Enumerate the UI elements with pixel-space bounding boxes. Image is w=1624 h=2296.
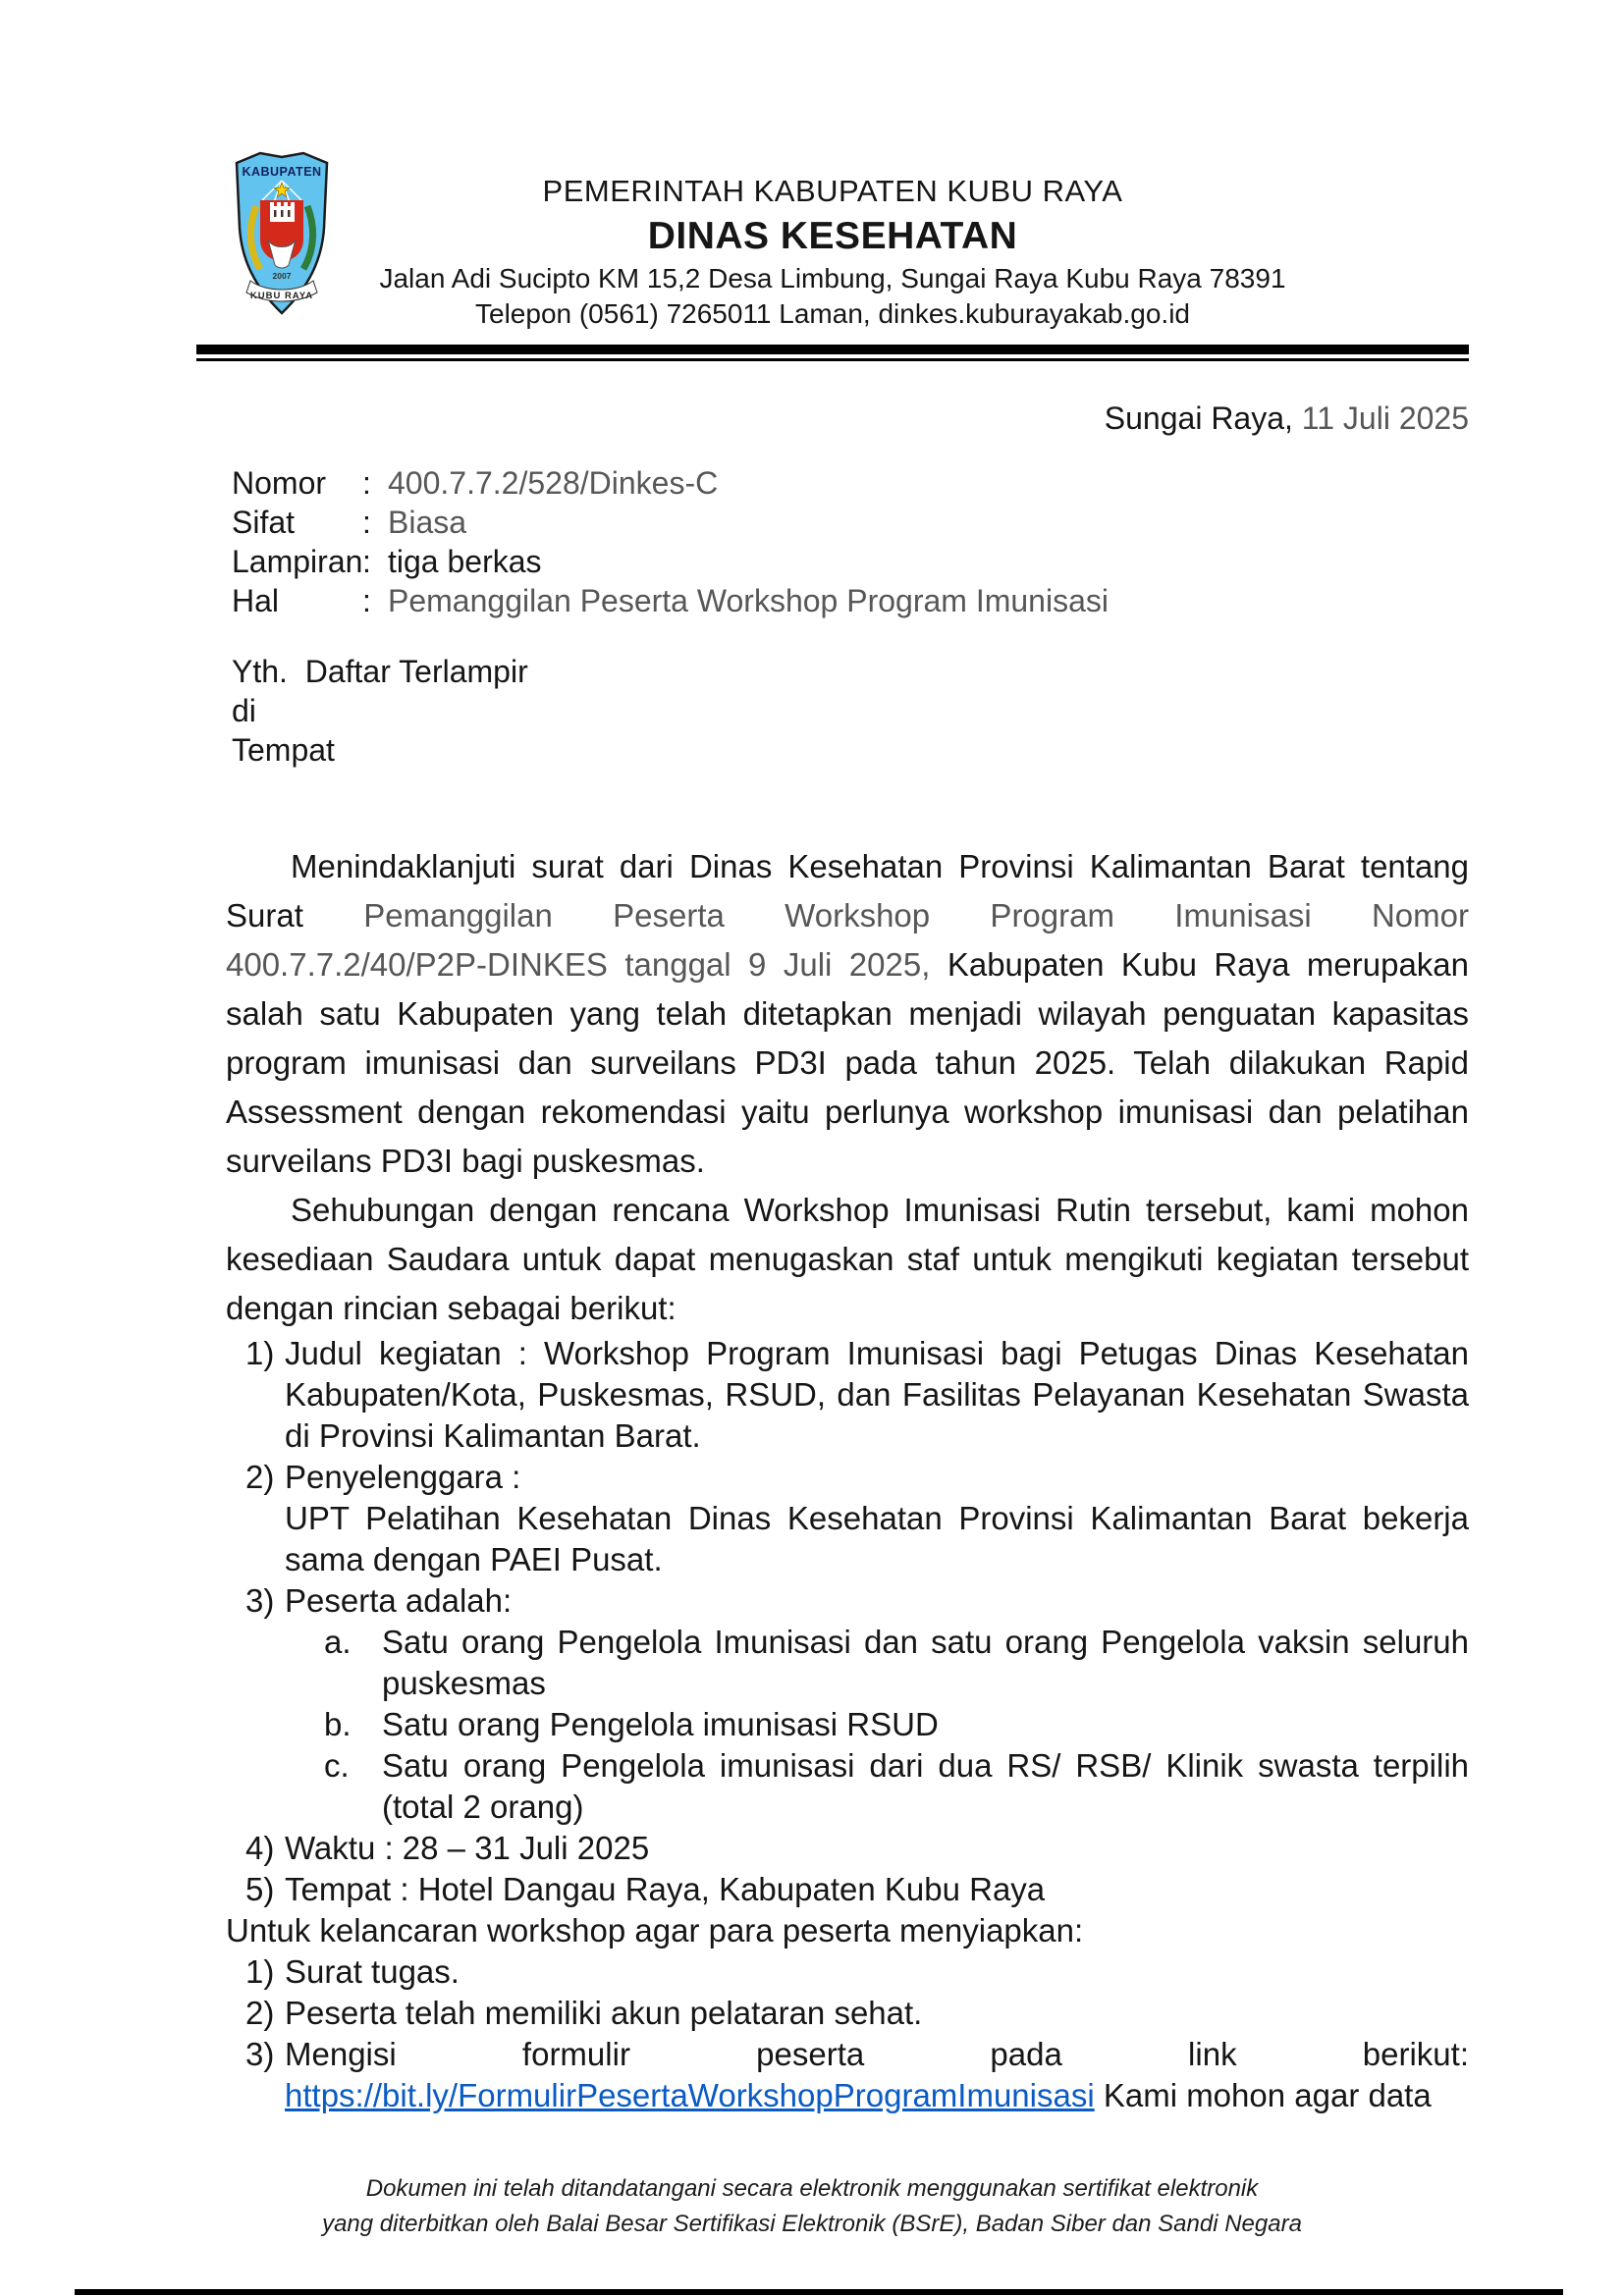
list-item-text: Penyelenggara : UPT Pelatihan Kesehatan Dinas Kesehatan Provinsi Kalimantan Barat bekerja sama dengan PAEI Pusat. [285,1459,1469,1577]
addressee-line: di [232,693,256,728]
letter-body [226,842,1469,2116]
list-item-text: Mengisi formulir peserta pada link berikut: https://bit.ly/FormulirPesertaWorkshopProgramImunisasi Kami mohon agar data [285,2036,1469,2113]
addressee-line: Tempat [232,732,335,768]
addressee-line: Yth. Daftar Terlampir [232,654,528,689]
list-item [226,1457,1469,1580]
page-bottom-rule [75,2289,1563,2295]
seal-top-label: KABUPATEN [242,165,322,179]
dateline-place: Sungai Raya, [1104,400,1293,436]
letterhead-address: Jalan Adi Sucipto KM 15,2 Desa Limbung, Sungai Raya Kubu Raya 78391 [379,263,1286,294]
list-item [226,1333,1469,1457]
seal-bottom-label: KUBU RAYA [249,291,314,301]
list-item-text: Peserta adalah: [285,1582,513,1619]
letterhead-rule-thin [196,358,1469,361]
list-item [226,1869,1469,1910]
list-item-text: Peserta telah memiliki akun pelataran sehat. [285,1995,923,2031]
sub-item-letter: c. [324,1747,350,1784]
seal-year-label: 2007 [272,271,292,281]
electronic-signature-note [137,2171,1487,2242]
list-item-text: Surat tugas. [285,1953,460,1990]
list-item-number: 4) [245,1830,275,1866]
details-list [226,1333,1469,1910]
letterhead [196,171,1469,332]
referenced-letter-number: 400.7.7.2/40/P2P-DINKES [226,946,608,983]
list-item [226,1580,1469,1622]
preparation-intro: Untuk kelancaran workshop agar para peserta menyiapkan: [226,1912,1084,1949]
list-item-number: 2) [245,1995,275,2031]
registration-form-link[interactable]: https://bit.ly/FormulirPesertaWorkshopProgramImunisasi [285,2077,1095,2113]
meta-label: Hal [232,583,280,618]
list-item-number: 3) [245,2036,275,2072]
list-item-number: 1) [245,1335,275,1371]
meta-row-nomor: Nomor : 400.7.7.2/528/Dinkes-C [232,465,719,501]
list-item-number: 5) [245,1871,275,1907]
letter-meta [232,463,1109,620]
sub-item-text: Satu orang Pengelola imunisasi dari dua RS/ RSB/ Klinik swasta terpilih (total 2 orang) [382,1747,1469,1825]
referenced-letter-subject: Pemanggilan Peserta Workshop Program Imunisasi Nomor [363,897,1469,934]
meta-label: Lampiran [232,544,363,579]
list-item [226,1951,1469,1993]
referenced-letter-date: tanggal 9 Juli 2025, [607,946,931,983]
sub-list-item [324,1704,1469,1745]
sub-item-text: Satu orang Pengelola Imunisasi dan satu orang Pengelola vaksin seluruh puskesmas [382,1624,1469,1701]
meta-value: tiga berkas [388,544,542,579]
sub-item-letter: a. [324,1624,352,1660]
sub-item-text: Satu orang Pengelola imunisasi RSUD [382,1706,939,1742]
meta-row-lampiran: Lampiran : tiga berkas [232,544,542,579]
government-name: PEMERINTAH KABUPATEN KUBU RAYA [542,174,1123,208]
list-item-number: 1) [245,1953,275,1990]
sub-item-letter: b. [324,1706,352,1742]
meta-label: Nomor [232,465,327,501]
signature-note-line: yang diterbitkan oleh Balai Besar Sertifikasi Elektronik (BSrE), Badan Siber dan Sandi Negara [322,2211,1302,2237]
list-item-number: 2) [245,1459,275,1495]
list-item-text: Tempat : Hotel Dangau Raya, Kabupaten Kubu Raya [285,1871,1046,1907]
letterhead-rule-thick [196,345,1469,354]
list-item [226,1828,1469,1869]
sub-list-item [324,1622,1469,1704]
meta-value: 400.7.7.2/528/Dinkes-C [388,465,719,501]
paragraph-2: Sehubungan dengan rencana Workshop Imunisasi Rutin tersebut, kami mohon kesediaan Saudara untuk dapat menugaskan staf untuk mengikuti kegiatan tersebut dengan rincian sebagai berikut: [226,1192,1469,1326]
dateline-date: 11 Juli 2025 [1292,400,1469,436]
sub-list-item [324,1745,1469,1828]
agency-name: DINAS KESEHATAN [647,215,1018,257]
meta-value: Pemanggilan Peserta Workshop Program Imunisasi [388,583,1109,618]
list-item-text: Waktu : 28 – 31 Juli 2025 [285,1830,650,1866]
meta-value: Biasa [388,505,467,540]
meta-row-sifat: Sifat : Biasa [232,505,467,540]
paragraph-1: Menindaklanjuti surat dari Dinas Kesehatan Provinsi Kalimantan Barat tentang Surat Pemanggilan Peserta Workshop Program Imunisasi Nomor 400.7.7.2/40/P2P-DINKES tanggal 9 Juli 2025, Kabupaten Kubu Raya merupakan salah satu Kabupaten yang telah ditetapkan menjadi wilayah penguatan kapasitas program imunisasi dan surveilans PD3I pada tahun 2025. Telah dilakukan Rapid Assessment dengan rekomendasi yaitu perlunya workshop imunisasi dan pelatihan surveilans PD3I bagi puskesmas. [226,848,1470,1179]
meta-row-hal: Hal : Pemanggilan Peserta Workshop Program Imunisasi [232,583,1109,618]
list-item [226,1993,1469,2034]
dateline [231,400,1469,437]
letterhead-contact: Telepon (0561) 7265011 Laman, dinkes.kuburayakab.go.id [475,298,1190,329]
addressee-block [232,652,528,770]
signature-note-line: Dokumen ini telah ditandatangani secara elektronik menggunakan sertifikat elektronik [365,2175,1259,2202]
meta-label: Sifat [232,505,296,540]
list-item [226,2034,1469,2116]
list-item-number: 3) [245,1582,275,1619]
preparation-list [226,1951,1469,2116]
list-item-text: Judul kegiatan : Workshop Program Imunisasi bagi Petugas Dinas Kesehatan Kabupaten/Kota, Puskesmas, RSUD, dan Fasilitas Pelayanan Kesehatan Swasta di Provinsi Kalimantan Barat. [285,1335,1469,1454]
